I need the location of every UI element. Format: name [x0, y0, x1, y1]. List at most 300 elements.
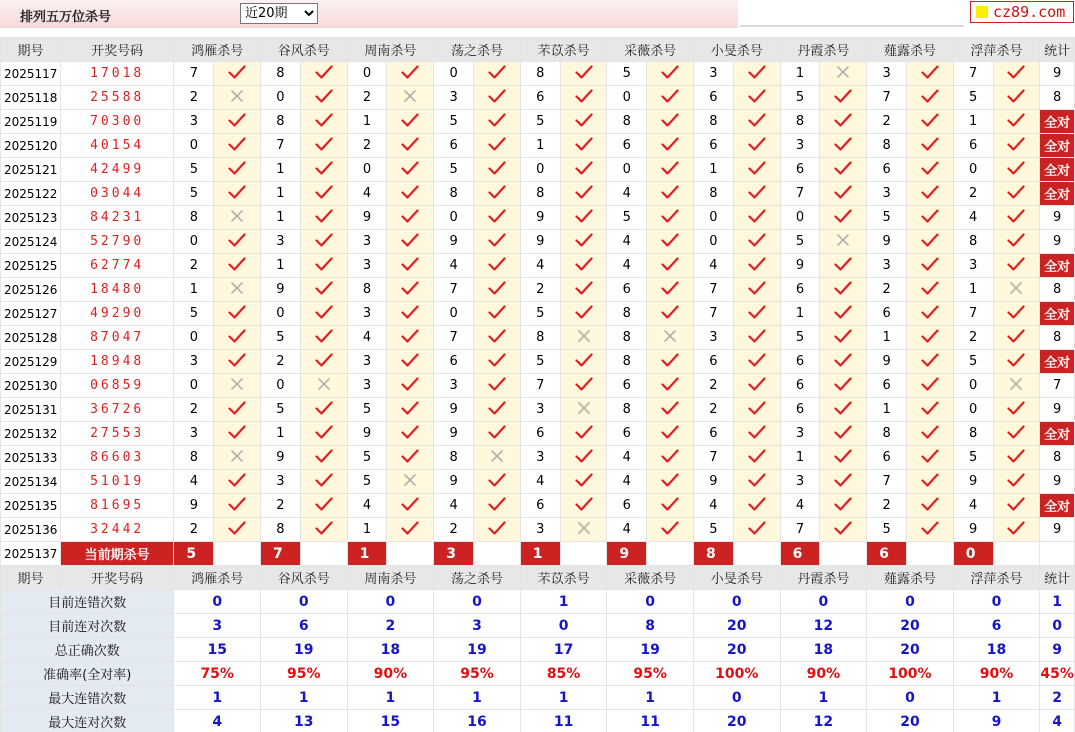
- current-kill-number: 8: [693, 542, 733, 566]
- table-row: [1, 158, 1075, 182]
- correct-check-icon: [907, 230, 954, 254]
- correct-check-icon: [820, 398, 867, 422]
- column-header-expert: 鸿雁杀号: [174, 566, 261, 590]
- correct-check-icon: [387, 206, 434, 230]
- kill-number-cell: 4: [347, 494, 387, 518]
- current-kill-spacer: [647, 542, 694, 566]
- column-header-expert: 荡之杀号: [434, 566, 521, 590]
- kill-number-cell: 1: [347, 518, 387, 542]
- kill-number-cell: 5: [174, 182, 214, 206]
- correct-check-icon: [907, 206, 954, 230]
- current-period-cell: 2025137: [1, 542, 61, 566]
- correct-check-icon: [733, 518, 780, 542]
- table-row: [1, 302, 1075, 326]
- kill-number-cell: 0: [953, 374, 993, 398]
- column-header-expert: 浮萍杀号: [953, 566, 1040, 590]
- draw-number-cell: 40154: [60, 134, 173, 158]
- kill-number-cell: 3: [434, 374, 474, 398]
- kill-number-cell: 8: [347, 278, 387, 302]
- draw-number-cell: 18948: [60, 350, 173, 374]
- stats-value: 20: [867, 614, 954, 638]
- correct-check-icon: [387, 374, 434, 398]
- kill-number-cell: 8: [607, 302, 647, 326]
- kill-number-cell: 5: [347, 470, 387, 494]
- kill-number-cell: 5: [780, 86, 820, 110]
- correct-check-icon: [474, 134, 521, 158]
- current-kill-number: 5: [174, 542, 214, 566]
- correct-check-icon: [907, 278, 954, 302]
- correct-check-icon: [214, 110, 261, 134]
- kill-number-cell: 1: [693, 158, 733, 182]
- kill-number-cell: 8: [520, 182, 560, 206]
- stats-value: 19: [434, 638, 521, 662]
- correct-check-icon: [647, 350, 694, 374]
- kill-number-cell: 7: [261, 134, 301, 158]
- correct-check-icon: [733, 326, 780, 350]
- column-header-expert: 小旻杀号: [693, 38, 780, 62]
- kill-number-cell: 6: [693, 86, 733, 110]
- correct-check-icon: [993, 518, 1040, 542]
- kill-number-cell: 9: [347, 206, 387, 230]
- correct-check-icon: [907, 494, 954, 518]
- kill-number-cell: 3: [693, 326, 733, 350]
- draw-number-cell: 62774: [60, 254, 173, 278]
- correct-check-icon: [993, 254, 1040, 278]
- wrong-cross-icon: [647, 326, 694, 350]
- period-cell: 2025134: [1, 470, 61, 494]
- table-row: [1, 518, 1075, 542]
- kill-number-cell: 0: [434, 206, 474, 230]
- correct-check-icon: [387, 446, 434, 470]
- correct-check-icon: [647, 158, 694, 182]
- wrong-cross-icon: [387, 86, 434, 110]
- correct-check-icon: [907, 350, 954, 374]
- wrong-cross-icon: [474, 446, 521, 470]
- correct-check-icon: [647, 182, 694, 206]
- kill-number-table: [0, 37, 1075, 732]
- stats-value: 1: [520, 590, 607, 614]
- correct-check-icon: [474, 374, 521, 398]
- correct-check-icon: [387, 518, 434, 542]
- kill-number-cell: 3: [693, 62, 733, 86]
- stats-value: 20: [693, 638, 780, 662]
- correct-check-icon: [300, 350, 347, 374]
- table-row: [1, 326, 1075, 350]
- correct-check-icon: [993, 494, 1040, 518]
- kill-number-cell: 2: [174, 518, 214, 542]
- kill-number-cell: 3: [347, 254, 387, 278]
- table-row: [1, 278, 1075, 302]
- kill-number-cell: 4: [780, 494, 820, 518]
- kill-number-cell: 5: [867, 206, 907, 230]
- correct-check-icon: [993, 470, 1040, 494]
- period-range-select[interactable]: [240, 3, 318, 24]
- kill-number-cell: 4: [607, 518, 647, 542]
- period-cell: 2025120: [1, 134, 61, 158]
- stats-value: 18: [347, 638, 434, 662]
- table-row: [1, 230, 1075, 254]
- kill-number-cell: 3: [953, 254, 993, 278]
- kill-number-cell: 5: [953, 350, 993, 374]
- stats-value: 19: [607, 638, 694, 662]
- kill-number-cell: 4: [693, 254, 733, 278]
- current-kill-number: 0: [953, 542, 993, 566]
- kill-number-cell: 8: [607, 398, 647, 422]
- correct-check-icon: [647, 134, 694, 158]
- table-row: [1, 254, 1075, 278]
- kill-number-cell: 0: [780, 206, 820, 230]
- column-header-draw: 开奖号码: [60, 566, 173, 590]
- kill-number-cell: 0: [174, 326, 214, 350]
- draw-number-cell: 52790: [60, 230, 173, 254]
- kill-number-cell: 8: [953, 230, 993, 254]
- kill-number-cell: 5: [174, 302, 214, 326]
- column-header-expert: 薤露杀号: [867, 38, 954, 62]
- column-header-expert: 周南杀号: [347, 566, 434, 590]
- correct-check-icon: [300, 158, 347, 182]
- kill-number-cell: 3: [780, 470, 820, 494]
- correct-check-icon: [733, 254, 780, 278]
- correct-check-icon: [300, 446, 347, 470]
- column-header-draw: 开奖号码: [60, 38, 173, 62]
- correct-check-icon: [907, 158, 954, 182]
- period-cell: 2025129: [1, 350, 61, 374]
- stats-total: 9: [1040, 638, 1075, 662]
- all-correct-badge: 全对: [1040, 494, 1075, 518]
- correct-check-icon: [993, 230, 1040, 254]
- count-cell: 9: [1040, 230, 1075, 254]
- correct-check-icon: [387, 422, 434, 446]
- stats-value: 1: [174, 686, 261, 710]
- stats-value: 0: [867, 686, 954, 710]
- correct-check-icon: [300, 62, 347, 86]
- kill-number-cell: 8: [607, 350, 647, 374]
- kill-number-cell: 7: [434, 278, 474, 302]
- site-logo[interactable]: [970, 1, 1074, 23]
- draw-number-cell: 17018: [60, 62, 173, 86]
- correct-check-icon: [387, 494, 434, 518]
- kill-number-cell: 8: [520, 326, 560, 350]
- stats-value: 20: [867, 638, 954, 662]
- stats-value: 95%: [434, 662, 521, 686]
- correct-check-icon: [474, 518, 521, 542]
- kill-number-cell: 6: [607, 278, 647, 302]
- kill-number-cell: 9: [434, 230, 474, 254]
- correct-check-icon: [387, 278, 434, 302]
- correct-check-icon: [733, 182, 780, 206]
- stats-value: 18: [780, 638, 867, 662]
- correct-check-icon: [820, 254, 867, 278]
- stats-value: 0: [434, 590, 521, 614]
- correct-check-icon: [214, 254, 261, 278]
- correct-check-icon: [647, 278, 694, 302]
- correct-check-icon: [647, 110, 694, 134]
- count-cell: 9: [1040, 518, 1075, 542]
- wrong-cross-icon: [993, 278, 1040, 302]
- correct-check-icon: [993, 134, 1040, 158]
- kill-number-cell: 4: [607, 254, 647, 278]
- kill-number-cell: 7: [953, 302, 993, 326]
- all-correct-badge: 全对: [1040, 422, 1075, 446]
- correct-check-icon: [820, 134, 867, 158]
- stats-value: 1: [261, 686, 348, 710]
- kill-number-cell: 0: [607, 86, 647, 110]
- kill-number-cell: 8: [693, 182, 733, 206]
- stats-label: 最大连错次数: [1, 686, 174, 710]
- kill-number-cell: 5: [261, 398, 301, 422]
- correct-check-icon: [647, 398, 694, 422]
- kill-number-cell: 4: [347, 182, 387, 206]
- correct-check-icon: [733, 134, 780, 158]
- correct-check-icon: [907, 422, 954, 446]
- correct-check-icon: [387, 62, 434, 86]
- kill-number-cell: 0: [434, 62, 474, 86]
- draw-number-cell: 51019: [60, 470, 173, 494]
- draw-number-cell: 25588: [60, 86, 173, 110]
- stats-value: 95%: [261, 662, 348, 686]
- correct-check-icon: [820, 278, 867, 302]
- stats-value: 90%: [780, 662, 867, 686]
- kill-number-cell: 9: [953, 470, 993, 494]
- count-cell: 9: [1040, 470, 1075, 494]
- kill-number-cell: 0: [693, 230, 733, 254]
- kill-number-cell: 6: [520, 86, 560, 110]
- kill-number-cell: 4: [434, 494, 474, 518]
- kill-number-cell: 2: [347, 86, 387, 110]
- correct-check-icon: [560, 446, 607, 470]
- column-header-expert: 采薇杀号: [607, 566, 694, 590]
- correct-check-icon: [300, 422, 347, 446]
- correct-check-icon: [993, 110, 1040, 134]
- table-row: [1, 374, 1075, 398]
- kill-number-cell: 5: [520, 302, 560, 326]
- correct-check-icon: [387, 134, 434, 158]
- stats-value: 2: [347, 614, 434, 638]
- kill-number-cell: 0: [174, 374, 214, 398]
- period-cell: 2025135: [1, 494, 61, 518]
- kill-number-cell: 6: [693, 350, 733, 374]
- correct-check-icon: [560, 254, 607, 278]
- correct-check-icon: [560, 374, 607, 398]
- kill-number-cell: 6: [780, 350, 820, 374]
- correct-check-icon: [387, 254, 434, 278]
- stats-label: 总正确次数: [1, 638, 174, 662]
- stats-total: 0: [1040, 614, 1075, 638]
- correct-check-icon: [214, 494, 261, 518]
- correct-check-icon: [214, 350, 261, 374]
- kill-number-cell: 9: [434, 470, 474, 494]
- kill-number-cell: 2: [261, 494, 301, 518]
- all-correct-badge: 全对: [1040, 134, 1075, 158]
- correct-check-icon: [214, 398, 261, 422]
- kill-number-cell: 3: [780, 134, 820, 158]
- count-cell: 9: [1040, 398, 1075, 422]
- correct-check-icon: [733, 470, 780, 494]
- correct-check-icon: [474, 470, 521, 494]
- wrong-cross-icon: [560, 398, 607, 422]
- stats-value: 1: [780, 686, 867, 710]
- period-cell: 2025133: [1, 446, 61, 470]
- correct-check-icon: [907, 398, 954, 422]
- wrong-cross-icon: [387, 470, 434, 494]
- correct-check-icon: [474, 182, 521, 206]
- period-cell: 2025130: [1, 374, 61, 398]
- draw-number-cell: 70300: [60, 110, 173, 134]
- column-header-count: 统计: [1040, 38, 1075, 62]
- column-header-expert: 谷风杀号: [261, 38, 348, 62]
- kill-number-cell: 6: [867, 302, 907, 326]
- correct-check-icon: [214, 470, 261, 494]
- column-header-period: 期号: [1, 566, 61, 590]
- correct-check-icon: [993, 86, 1040, 110]
- correct-check-icon: [820, 446, 867, 470]
- correct-check-icon: [907, 374, 954, 398]
- kill-number-cell: 8: [434, 446, 474, 470]
- kill-number-cell: 7: [867, 470, 907, 494]
- stats-row: [1, 614, 1075, 638]
- all-correct-badge: 全对: [1040, 254, 1075, 278]
- correct-check-icon: [387, 326, 434, 350]
- current-kill-number: 7: [261, 542, 301, 566]
- stats-value: 85%: [520, 662, 607, 686]
- current-kill-number: 6: [780, 542, 820, 566]
- kill-number-cell: 8: [607, 326, 647, 350]
- kill-number-cell: 0: [607, 158, 647, 182]
- period-cell: 2025119: [1, 110, 61, 134]
- period-cell: 2025122: [1, 182, 61, 206]
- kill-number-cell: 2: [174, 254, 214, 278]
- period-cell: 2025136: [1, 518, 61, 542]
- correct-check-icon: [647, 422, 694, 446]
- correct-check-icon: [733, 86, 780, 110]
- kill-number-cell: 9: [347, 422, 387, 446]
- correct-check-icon: [733, 158, 780, 182]
- kill-number-cell: 1: [261, 422, 301, 446]
- current-kill-number: 3: [434, 542, 474, 566]
- kill-number-cell: 4: [347, 326, 387, 350]
- correct-check-icon: [300, 86, 347, 110]
- correct-check-icon: [560, 302, 607, 326]
- stats-value: 20: [693, 710, 780, 732]
- kill-number-cell: 7: [693, 278, 733, 302]
- all-correct-badge: 全对: [1040, 350, 1075, 374]
- kill-number-cell: 3: [347, 374, 387, 398]
- kill-number-cell: 4: [953, 494, 993, 518]
- stats-value: 0: [693, 686, 780, 710]
- draw-number-cell: 03044: [60, 182, 173, 206]
- kill-number-cell: 8: [434, 182, 474, 206]
- wrong-cross-icon: [214, 278, 261, 302]
- wrong-cross-icon: [214, 374, 261, 398]
- draw-number-cell: 49290: [60, 302, 173, 326]
- all-correct-badge: 全对: [1040, 110, 1075, 134]
- period-cell: 2025131: [1, 398, 61, 422]
- kill-number-cell: 8: [607, 110, 647, 134]
- wrong-cross-icon: [214, 206, 261, 230]
- draw-number-cell: 42499: [60, 158, 173, 182]
- wrong-cross-icon: [820, 62, 867, 86]
- stats-value: 0: [953, 590, 1040, 614]
- correct-check-icon: [560, 230, 607, 254]
- correct-check-icon: [907, 446, 954, 470]
- count-cell: 8: [1040, 446, 1075, 470]
- stats-value: 11: [520, 710, 607, 732]
- stats-total: 4: [1040, 710, 1075, 732]
- kill-number-cell: 5: [347, 398, 387, 422]
- column-header-expert: 小旻杀号: [693, 566, 780, 590]
- correct-check-icon: [300, 110, 347, 134]
- kill-number-cell: 1: [520, 134, 560, 158]
- correct-check-icon: [733, 110, 780, 134]
- correct-check-icon: [474, 278, 521, 302]
- kill-number-cell: 1: [953, 110, 993, 134]
- kill-number-cell: 6: [607, 374, 647, 398]
- all-correct-badge: 全对: [1040, 302, 1075, 326]
- correct-check-icon: [300, 278, 347, 302]
- kill-number-cell: 2: [867, 278, 907, 302]
- stats-value: 0: [607, 590, 694, 614]
- kill-number-cell: 6: [953, 134, 993, 158]
- stats-label: 准确率(全对率): [1, 662, 174, 686]
- stats-header-row: [1, 566, 1075, 590]
- kill-number-cell: 7: [434, 326, 474, 350]
- stats-value: 18: [953, 638, 1040, 662]
- kill-number-cell: 3: [174, 110, 214, 134]
- correct-check-icon: [560, 494, 607, 518]
- kill-number-cell: 6: [780, 374, 820, 398]
- stats-value: 0: [867, 590, 954, 614]
- correct-check-icon: [300, 470, 347, 494]
- kill-number-cell: 7: [174, 62, 214, 86]
- stats-value: 95%: [607, 662, 694, 686]
- correct-check-icon: [214, 422, 261, 446]
- correct-check-icon: [733, 446, 780, 470]
- table-row: [1, 134, 1075, 158]
- current-kill-spacer: [733, 542, 780, 566]
- correct-check-icon: [300, 302, 347, 326]
- correct-check-icon: [993, 398, 1040, 422]
- correct-check-icon: [907, 326, 954, 350]
- wrong-cross-icon: [214, 86, 261, 110]
- stats-value: 1: [520, 686, 607, 710]
- page-title: 排列五万位杀号: [20, 10, 112, 25]
- kill-number-cell: 1: [953, 278, 993, 302]
- period-cell: 2025128: [1, 326, 61, 350]
- correct-check-icon: [300, 182, 347, 206]
- stats-value: 0: [780, 590, 867, 614]
- kill-number-cell: 6: [867, 158, 907, 182]
- kill-number-cell: 1: [261, 158, 301, 182]
- all-correct-badge: 全对: [1040, 158, 1075, 182]
- stats-value: 1: [434, 686, 521, 710]
- stats-total: 2: [1040, 686, 1075, 710]
- stats-value: 0: [347, 590, 434, 614]
- period-cell: 2025124: [1, 230, 61, 254]
- kill-number-cell: 7: [867, 86, 907, 110]
- kill-number-cell: 3: [261, 470, 301, 494]
- draw-number-cell: 87047: [60, 326, 173, 350]
- stats-value: 90%: [347, 662, 434, 686]
- current-kill-number: 6: [867, 542, 907, 566]
- kill-number-cell: 2: [693, 374, 733, 398]
- kill-number-cell: 2: [953, 182, 993, 206]
- divider: [740, 25, 964, 27]
- kill-number-cell: 7: [693, 446, 733, 470]
- stats-row: [1, 662, 1075, 686]
- kill-number-cell: 9: [174, 494, 214, 518]
- correct-check-icon: [820, 326, 867, 350]
- kill-number-cell: 8: [261, 518, 301, 542]
